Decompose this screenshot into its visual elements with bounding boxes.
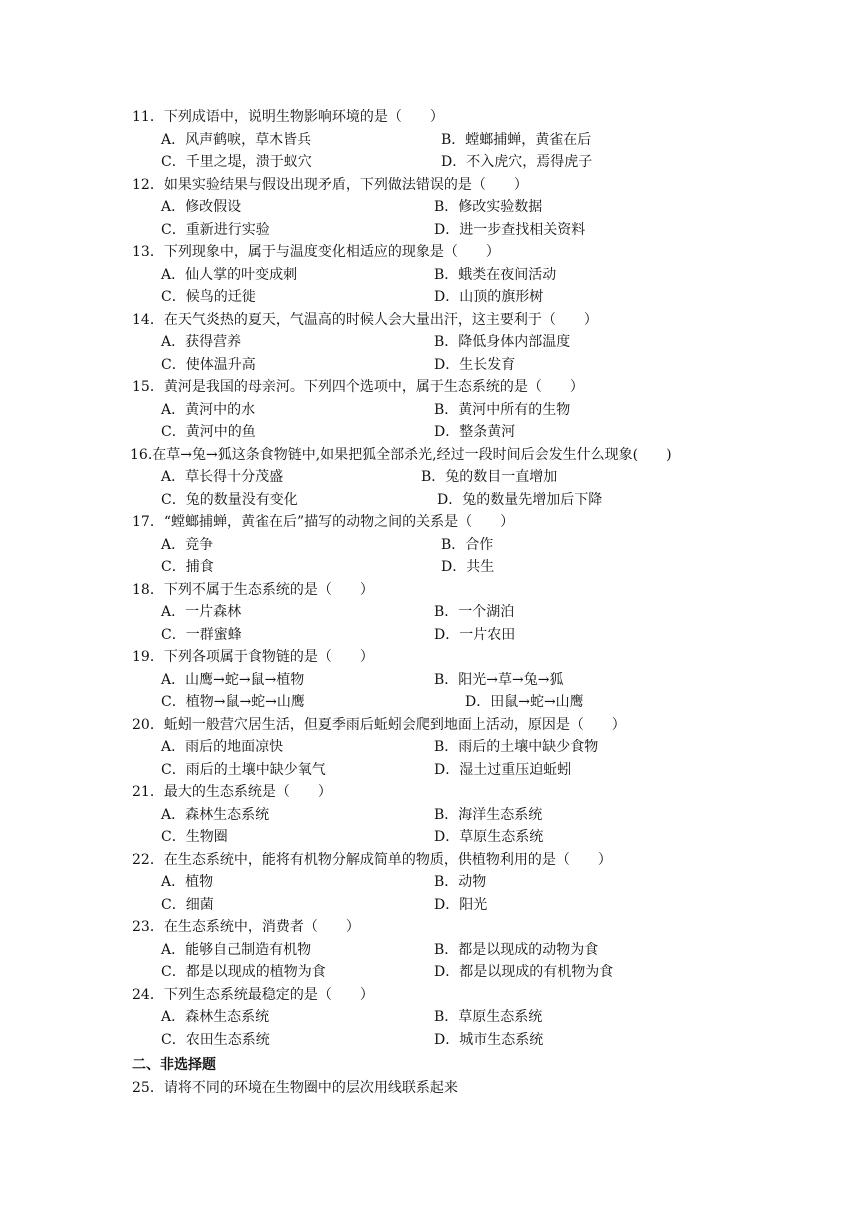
option-b: B．都是以现成的动物为食	[434, 941, 599, 958]
option-b: B．兔的数目一直增加	[421, 469, 558, 485]
option-a: A．能够自己制造有机物	[161, 941, 312, 958]
question-stem: 22．在生态系统中，能将有机物分解成简单的物质，供植物利用的是（ ）	[132, 851, 612, 868]
question-25-stem: 25．请将不同的环境在生物圈中的层次用线联系起来	[132, 1080, 458, 1096]
option-a: A．森林生态系统	[161, 1009, 270, 1025]
option-d: D．进一步查找相关资料	[434, 221, 586, 238]
option-d: D．兔的数量先增加后下降	[437, 491, 603, 508]
option-b: B．一个湖泊	[434, 604, 515, 620]
option-b: B．海洋生态系统	[434, 806, 543, 823]
option-c: C．生物圈	[161, 829, 228, 845]
option-b: B．草原生态系统	[434, 1009, 543, 1025]
question-stem: 23．在生态系统中，消费者（ ）	[132, 919, 360, 935]
section-heading: 二、非选择题	[132, 1057, 216, 1073]
option-c: C．雨后的土壤中缺少氧气	[161, 761, 326, 778]
option-c: C．捕食	[161, 559, 214, 575]
option-b: B．修改实验数据	[434, 199, 543, 215]
option-c: C．重新进行实验	[161, 221, 270, 238]
option-d: D．都是以现成的有机物为食	[434, 964, 614, 980]
question-stem: 24．下列生态系统最稳定的是（ ）	[132, 986, 374, 1003]
option-d: D．共生	[441, 559, 495, 575]
option-a: A．仙人掌的叶变成刺	[161, 266, 298, 283]
question-stem: 13．下列现象中，属于与温度变化相适应的现象是（ ）	[132, 244, 500, 260]
option-b: B．雨后的土壤中缺少食物	[434, 739, 599, 755]
option-a: A．植物	[161, 874, 214, 890]
option-a: A．修改假设	[161, 199, 242, 215]
question-stem: 11．下列成语中，说明生物影响环境的是（ ）	[132, 109, 444, 125]
question-stem: 17．“螳螂捕蝉，黄雀在后”描写的动物之间的关系是（ ）	[132, 514, 515, 530]
option-c: C．使体温升高	[161, 356, 256, 373]
option-d: D．阳光	[434, 896, 488, 913]
option-a: A．草长得十分茂盛	[161, 469, 284, 485]
option-d: D．山顶的旗形树	[434, 289, 544, 305]
option-a: A．雨后的地面凉快	[161, 739, 284, 755]
option-b: B．阳光→草→兔→狐	[434, 671, 564, 688]
question-stem: 18．下列不属于生态系统的是（ ）	[132, 581, 374, 598]
option-d: D．生长发育	[434, 356, 516, 373]
option-c: C．候鸟的迁徙	[161, 289, 256, 305]
option-b: B．蛾类在夜间活动	[434, 266, 557, 283]
option-a: A．一片森林	[161, 604, 242, 620]
option-c: C．细菌	[161, 896, 214, 913]
option-b: B．合作	[441, 536, 494, 553]
option-c: C．都是以现成的植物为食	[161, 964, 326, 980]
option-a: A．山鹰→蛇→鼠→植物	[161, 671, 305, 688]
option-b: B．螳螂捕蝉，黄雀在后	[441, 131, 592, 148]
question-stem: 15．黄河是我国的母亲河。下列四个选项中，属于生态系统的是（ ）	[132, 379, 584, 395]
question-stem: 14．在天气炎热的夏天，气温高的时候人会大量出汗，这主要利于（ ）	[132, 311, 598, 328]
option-c: C．黄河中的鱼	[161, 424, 256, 440]
question-stem: 16.在草→兔→狐这条食物链中,如果把狐全部杀光,经过一段时间后会发生什么现象( )	[130, 446, 672, 463]
question-stem: 19．下列各项属于食物链的是（ ）	[132, 649, 374, 665]
option-a: A．风声鹤唳，草木皆兵	[161, 131, 312, 148]
option-d: D．草原生态系统	[434, 829, 544, 845]
option-d: D．一片农田	[434, 626, 516, 643]
option-c: C．兔的数量没有变化	[161, 491, 298, 508]
option-d: D．城市生态系统	[434, 1031, 544, 1048]
option-d: D．湿土过重压迫蚯蚓	[434, 761, 572, 778]
option-d: D．不入虎穴，焉得虎子	[441, 154, 593, 170]
option-d: D．整条黄河	[434, 424, 516, 440]
option-a: A．森林生态系统	[161, 806, 270, 823]
option-b: B．动物	[434, 874, 487, 890]
question-stem: 21．最大的生态系统是（ ）	[132, 784, 332, 800]
option-a: A．竞争	[161, 536, 214, 553]
option-c: C．农田生态系统	[161, 1031, 270, 1048]
option-a: A．获得营养	[161, 334, 242, 350]
option-b: B．黄河中所有的生物	[434, 401, 571, 418]
option-d: D．田鼠→蛇→山鹰	[465, 694, 584, 710]
option-a: A．黄河中的水	[161, 401, 256, 418]
question-stem: 12．如果实验结果与假设出现矛盾，下列做法错误的是（ ）	[132, 176, 528, 193]
option-b: B．降低身体内部温度	[434, 334, 571, 350]
option-c: C．千里之堤，溃于蚁穴	[161, 154, 312, 170]
option-c: C．植物→鼠→蛇→山鹰	[161, 694, 305, 710]
option-c: C．一群蜜蜂	[161, 626, 242, 643]
question-stem: 20．蚯蚓一般营穴居生活，但夏季雨后蚯蚓会爬到地面上活动，原因是（ ）	[132, 716, 626, 733]
